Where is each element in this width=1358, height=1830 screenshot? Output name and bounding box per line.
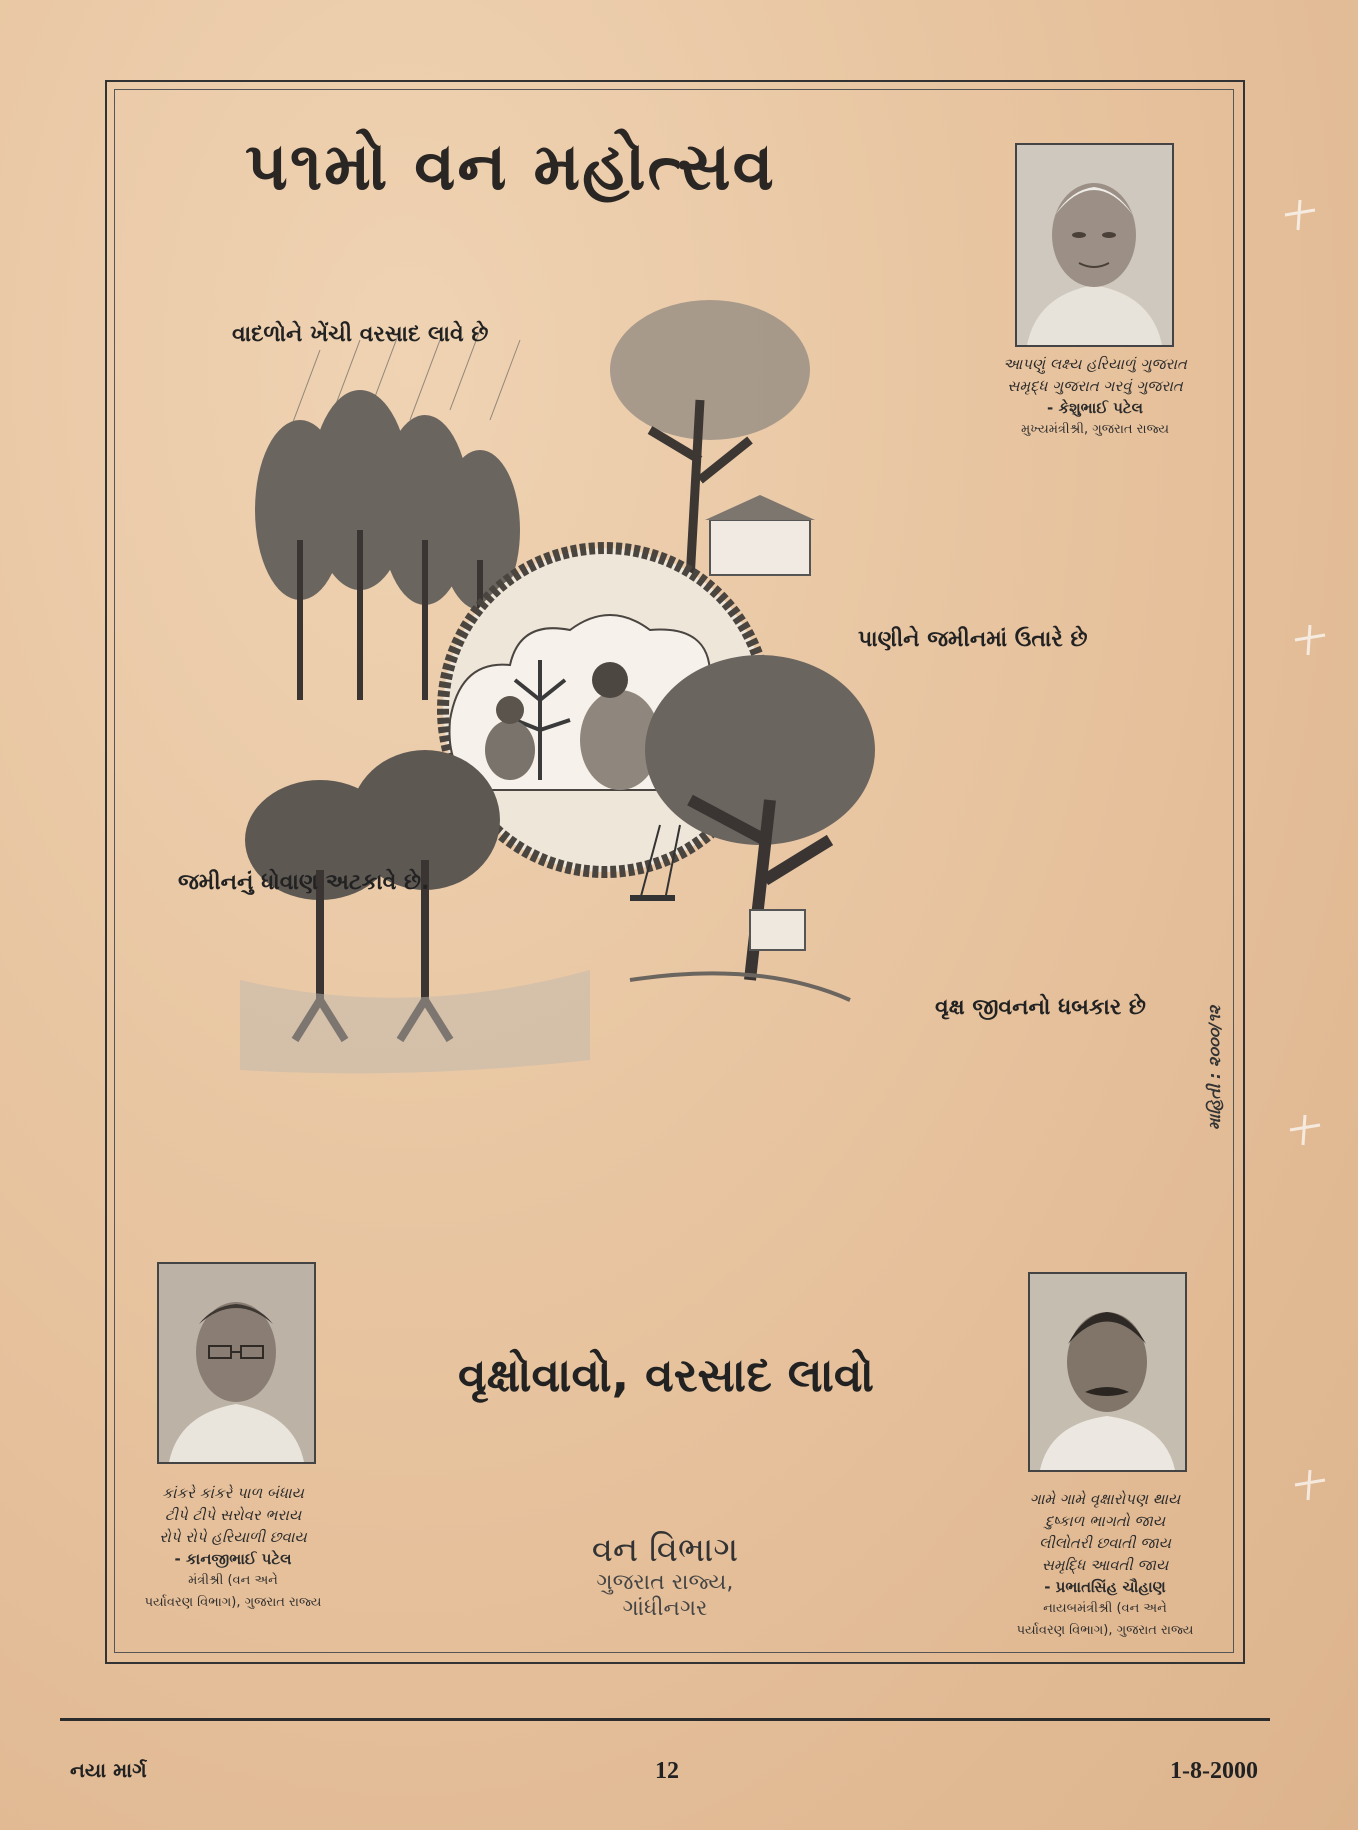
quote-author-role: પર્યાવરણ વિભાગ), ગુજરાત રાજ્ય xyxy=(144,1595,322,1610)
quote-line: લીલોતરી છવાતી જાય xyxy=(1039,1534,1171,1552)
paper-fold-mark xyxy=(1290,620,1330,660)
department-state: ગુજરાત રાજ્ય, xyxy=(596,1570,734,1595)
portrait-photo-chief-minister xyxy=(1015,143,1174,347)
quote-line: કાંકરે કાંકરે પાળ બંધાય xyxy=(162,1484,304,1502)
footer-page-number: 12 xyxy=(655,1758,679,1784)
caption-soil: જમીનનું ધોવાણ અટકાવે છે. xyxy=(178,870,430,895)
paper-fold-mark xyxy=(1290,1465,1330,1505)
quote-author-role: પર્યાવરણ વિભાગ), ગુજરાત રાજ્ય xyxy=(1016,1623,1194,1638)
paper-fold-mark xyxy=(1285,1110,1325,1150)
caption-life: વૃક્ષ જીવનનો ધબકાર છે xyxy=(935,995,1146,1020)
quote-line: દુષ્કાળ ભાગતો જાય xyxy=(1044,1512,1166,1530)
quote-author-role: મુખ્યમંત્રીશ્રી, ગુજરાત રાજ્ય xyxy=(1021,422,1169,437)
caption-water: પાણીને જમીનમાં ઉતારે છે xyxy=(858,627,1088,652)
portrait-photo-minister xyxy=(157,1262,316,1464)
quote-author: - પ્રભાતસિંહ ચૌહાણ xyxy=(1044,1578,1166,1596)
caption-clouds: વાદળોને ખેંચી વરસાદ લાવે છે xyxy=(232,322,489,347)
footer-publication: નયા માર્ગ xyxy=(70,1758,147,1782)
quote-author-role: નાયબમંત્રીશ્રી (વન અને xyxy=(1043,1601,1167,1616)
quote-minister xyxy=(123,1482,343,1614)
quote-line: આપણું લક્ષ્ય હરિયાળું ગુજરાત xyxy=(1003,355,1187,373)
footer-rule xyxy=(60,1718,1270,1721)
department-city: ગાંધીનગર xyxy=(622,1596,708,1621)
portrait-photo-deputy-minister xyxy=(1028,1272,1187,1472)
quote-line: ગામે ગામે વૃક્ષારોપણ થાય xyxy=(1029,1490,1181,1508)
slogan: વૃક્ષોવાવો, વરસાદ લાવો xyxy=(457,1348,875,1402)
department-block xyxy=(570,1530,760,1622)
quote-author: - કાનજીભાઈ પટેલ xyxy=(174,1550,292,1568)
quote-chief-minister xyxy=(985,353,1205,441)
quote-line: રોપે રોપે હરિયાળી છવાય xyxy=(159,1528,307,1546)
page-title: પ૧મો વન મહોત્સવ xyxy=(245,128,776,205)
quote-line: ટીપે ટીપે સરોવર ભરાય xyxy=(164,1506,302,1524)
quote-line: સમૃદ્ધિ આવતી જાય xyxy=(1041,1556,1169,1574)
publication-code: માહિતી : ૨૦૦૦/૧૨ xyxy=(1205,1005,1224,1130)
tree-benefits-illustration xyxy=(210,280,1010,1240)
quote-deputy-minister xyxy=(1000,1488,1210,1642)
department-name: વન વિભાગ xyxy=(591,1530,739,1570)
quote-line: સમૃદ્ધ ગુજરાત ગરવું ગુજરાત xyxy=(1007,377,1183,395)
paper-fold-mark xyxy=(1280,195,1320,235)
footer-date: 1-8-2000 xyxy=(1170,1758,1258,1784)
quote-author-role: મંત્રીશ્રી (વન અને xyxy=(188,1573,278,1588)
quote-author: - કેશુભાઈ પટેલ xyxy=(1047,399,1143,417)
